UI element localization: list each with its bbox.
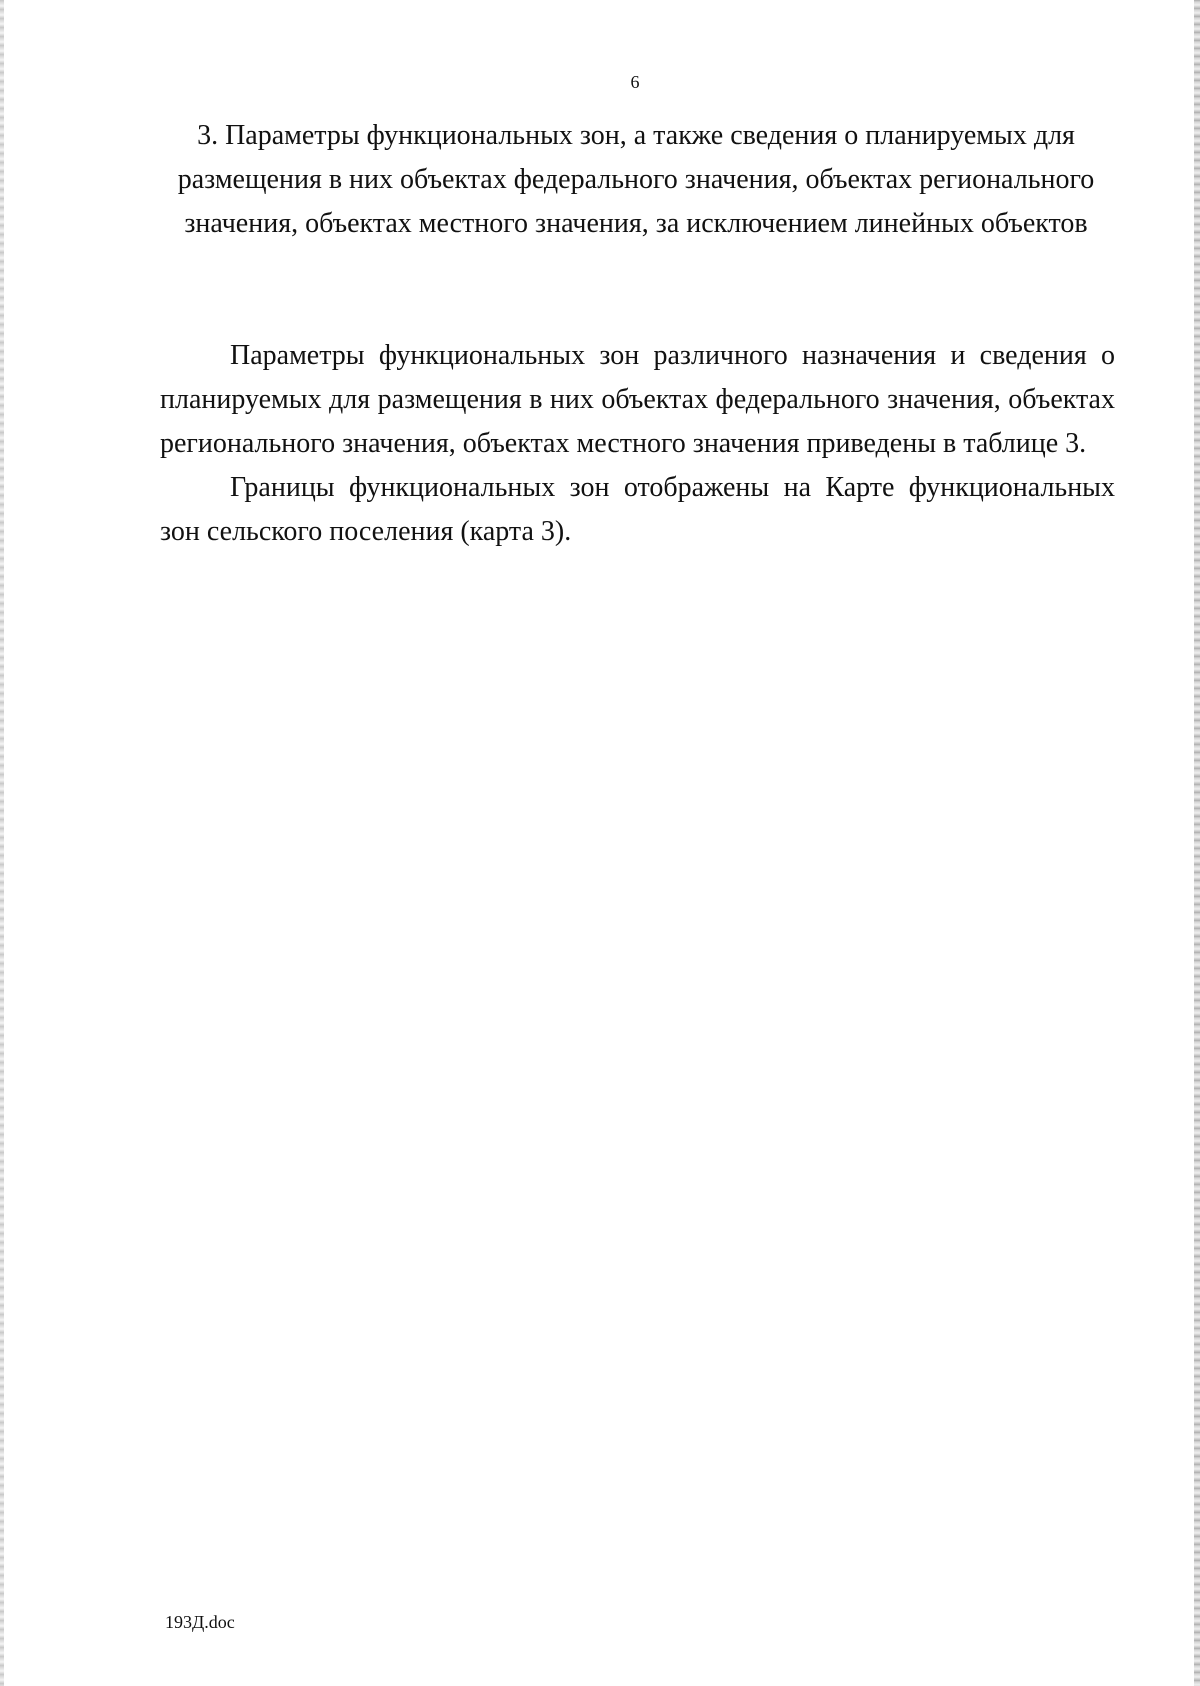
- paragraph-parameters: Параметры функциональных зон различного назначения и сведения о планируемых для размещения в них объектах федерального значения, объектах регионального значения, объектах местного значения приведены в таблице 3.: [160, 340, 1115, 459]
- footer-filename: 193Д.doc: [165, 1612, 235, 1632]
- paragraph-boundaries: Границы функциональных зон отображены на Карте функциональных зон сельского поселения (карта 3).: [160, 472, 1115, 547]
- scan-edge-left: [0, 0, 4, 1686]
- section-heading: 3. Параметры функциональных зон, а также сведения о планируемых для размещения в них объектах федерального значения, объектах регионального значения, объектах местного значения, за исключением линейных объектов: [177, 120, 1095, 239]
- page-number: 6: [630, 72, 640, 92]
- scan-edge-right: [1194, 0, 1200, 1686]
- body-text: [160, 334, 1115, 554]
